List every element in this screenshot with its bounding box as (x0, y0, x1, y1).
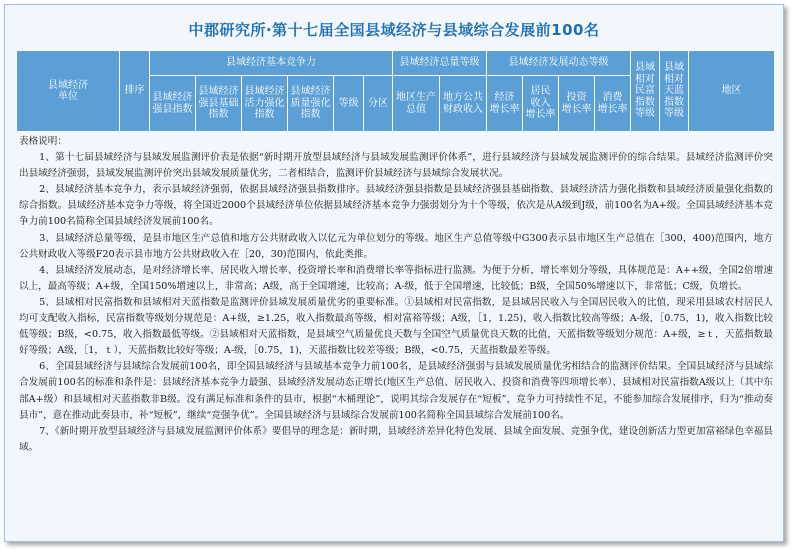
header-group-total: 县域经济总量等级 (393, 51, 487, 76)
note-item: 3、县域经济总量等级，是县市地区生产总值和地方公共财政收入以亿元为单位划分的等级。地区生产总值等级中G300表示县市地区生产总值在［300，400)范围内，地方公共财政收入等级F20表示县市地方公共财政收入在［20，30)范围内，依此类推。 (19, 232, 773, 260)
header-unit: 县域经济 单位 (17, 51, 120, 132)
header-grade: 等级 (334, 76, 364, 132)
header-basic-strength: 县域经济 强县基础 指数 (196, 76, 242, 132)
header-region: 地区 (689, 51, 775, 132)
notes-lead: 表格说明： (19, 136, 67, 147)
header-econ-growth: 经济 增长率 (487, 76, 523, 132)
header-sky-index: 县域 相对 天蓝 指数 等级 (660, 51, 689, 132)
header-vitality: 县域经济 活力强化 指数 (242, 76, 288, 132)
header-fiscal: 地方公共 财政收入 (440, 76, 487, 132)
note-item: 2、县域经济基本竞争力，表示县域经济强弱，依据县域经济强县指数排序。县域经济强县指数是县域经济强县基础指数、县域经济活力强化指数和县域经济质量强化指数的综合指数。县域经济基本竞争力等级，将全国近2000个县域经济单位依据县域经济基本竞争力强弱划分为十个等级，依次是从A级到J级，前100名为A+级。全国县域经济基本竞争力前100名简称全国县域经济发展前100名。 (19, 184, 773, 228)
note-item: 6、全国县域经济与县域综合发展前100名，即全国县域经济与县域基本竞争力前100名，是县域经济强弱与县域发展质量优劣相结合的监测评价结果。全国县域经济与县域综合发展前100名的标准和条件是：县域经济基本竞争力最强、县域经济发展动态正增长(地区生产总值、居民收入、投资和消费等四项增长率）、县域相对民富指数A级以上（其中东部A+级）和县域相对天蓝指数非B级。没有满足标准和条件的县市，根据“木桶理论”，说明其综合发展存在“短板”，竞争力可持续性不足，不能参加综合发展排序，归为“推动奏县市”，意在推动此奏县市，补“短板”，继续“竞强争优”。全国县域经济与县域综合发展前100名简称全国县域综合发展前100名。 (19, 361, 773, 421)
note-item: 4、县域经济发展动态，是对经济增长率、居民收入增长率、投资增长率和消费增长率等指标进行监测。为便于分析，增长率划分等级，具体规范是：A++级，全国2倍增速以上，最高等级；A+级，全国150%增速以上，非常高；A级，高于全国增速，比较高；A-级，低于全国增速，比较低；B级，全国50%增速以下，非常低；C级，负增长。 (19, 264, 773, 292)
note-item: 7、《新时期开放型县域经济与县域发展监测评价体系》要倡导的理念是：新时期，县域经济差异化特色发展、县域全面发展、竞强争优，建设创新活力型更加富裕绿色幸福县域。 (19, 425, 773, 453)
table-notes (19, 134, 773, 456)
header-quality: 县域经济 质量强化 指数 (288, 76, 334, 132)
note-item: 5、县域相对民富指数和县域相对天蓝指数是监测评价县域发展质量优劣的重要标准。①县域相对民富指数，是县域居民收入与全国居民收入的比值，现采用县域农村居民人均可支配收入指标，民富指数等级划分规范是：A+级，≥1.25，收入指数最高等级，相对富裕等级；A级，［1，1.25)，收入指数比较高等级；A-级，［0.75，1)，收入指数比较低等级；B级，<0.75，收入指数最低等级。②县域相对天蓝指数，是县域空气质量优良天数与全国空气质量优良天数的比值，天蓝指数等级划分规范：A+级，≥ｔ，天蓝指数最好等级；A级，［1，ｔ），天蓝指数比较好等级；A-级，［0.75，1)，天蓝指数比较差等级；B级，<0.75，天蓝指数最差等级。 (19, 296, 773, 357)
header-rich-index: 县域 相对 民富 指数 等级 (631, 51, 660, 132)
header-consume-growth: 消费 增长率 (595, 76, 631, 132)
table-header (16, 50, 775, 132)
header-group-competitiveness: 县域经济基本竞争力 (150, 51, 393, 76)
page-title: 中郡研究所·第十七届全国县域经济与县域综合发展前100名 (188, 21, 600, 39)
header-strong-county: 县域经济 强县指数 (150, 76, 196, 132)
header-income-growth: 居民 收入 增长率 (523, 76, 559, 132)
header-rank: 排序 (120, 51, 150, 132)
header-group-dynamic: 县域经济发展动态等级 (487, 51, 631, 76)
header-invest-growth: 投资 增长率 (559, 76, 595, 132)
header-zone: 分区 (364, 76, 393, 132)
header-gdp: 地区生产 总值 (393, 76, 440, 132)
report-panel (4, 4, 784, 542)
note-item: 1、第十七届县域经济与县域发展监测评价表是依据“新时期开放型县域经济与县域发展监测评价体系”，进行县域经济与县域发展监测评价的综合结果。县域经济监测评价突出县域经济强弱，县域发展监测评价突出县域发展质量优劣，二者相结合，监测评价县域经济与县域综合发展状况。 (19, 152, 773, 180)
